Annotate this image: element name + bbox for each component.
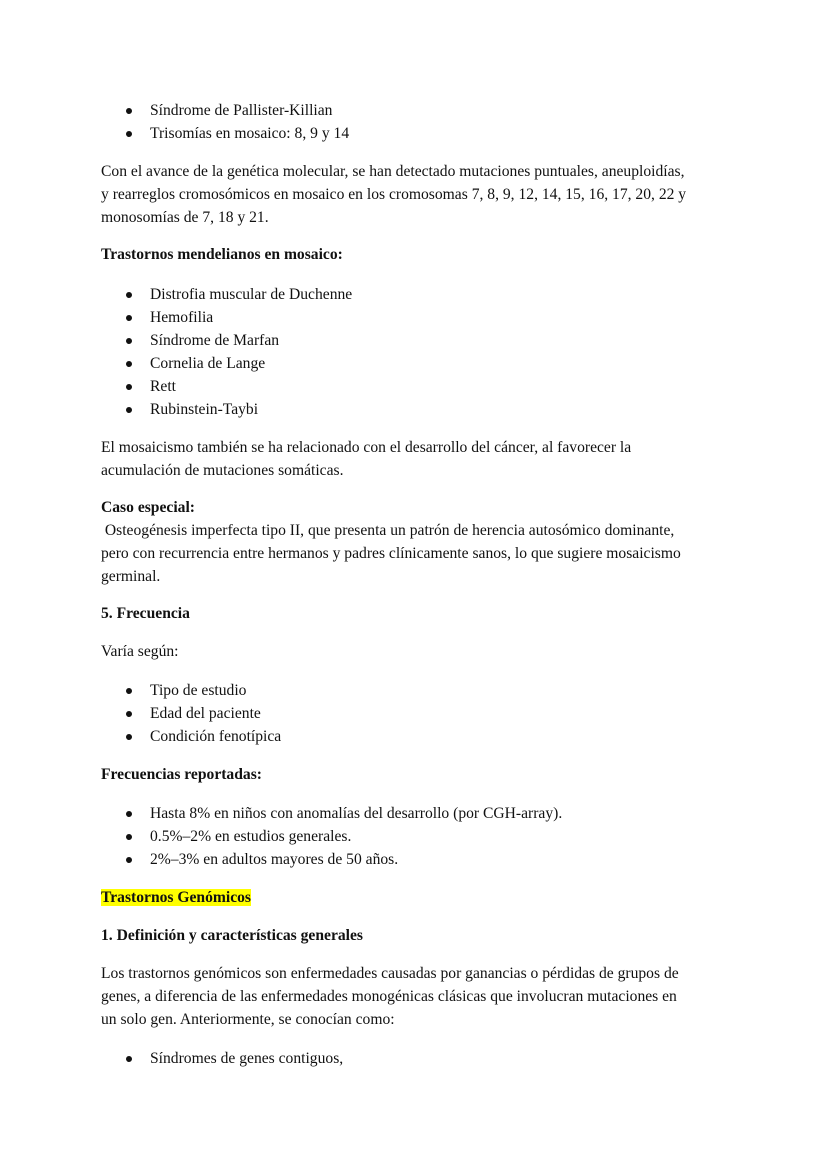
list-item: Tipo de estudio [101, 679, 741, 702]
list-item: Condición fenotípica [101, 725, 741, 748]
special-case-paragraph: Osteogénesis imperfecta tipo II, que presenta un patrón de herencia autosómico dominante, pero con recurrencia entre hermanos y padres clínicamente sanos, lo que sugiere mosaicismo germinal. [101, 522, 681, 585]
document-page [101, 99, 741, 1070]
bullet-icon [126, 688, 132, 694]
list-item: Rubinstein-Taybi [101, 398, 741, 421]
bullet-icon [126, 131, 132, 137]
list-item: Hasta 8% en niños con anomalías del desarrollo (por CGH-array). [101, 802, 741, 825]
bullet-icon [126, 857, 132, 863]
bullet-icon [126, 834, 132, 840]
bullet-icon [126, 811, 132, 817]
bullet-icon [126, 711, 132, 717]
genomic-disorders-paragraph: Los trastornos genómicos son enfermedades causadas por ganancias o pérdidas de grupos de genes, a diferencia de las enfermedades monogénicas clásicas que involucran mutaciones en un solo gen. Anteriormente, se conocían como: [101, 965, 679, 1028]
varies-list [101, 679, 741, 748]
list-item: Edad del paciente [101, 702, 741, 725]
frequencies-list [101, 802, 741, 871]
reported-frequencies-heading: Frecuencias reportadas: [101, 766, 262, 783]
list-item: Cornelia de Lange [101, 352, 741, 375]
mosaic-syndromes-list [101, 99, 741, 145]
molecular-genetics-paragraph: Con el avance de la genética molecular, se han detectado mutaciones puntuales, aneuploidías, y rearreglos cromosómicos en mosaico en los cromosomas 7, 8, 9, 12, 14, 15, 16, 17, 20, 22 y monosomías de 7, 18 y 21. [101, 163, 687, 226]
bullet-icon [126, 108, 132, 114]
list-item: 2%–3% en adultos mayores de 50 años. [101, 848, 741, 871]
bullet-icon [126, 734, 132, 740]
cancer-paragraph: El mosaicismo también se ha relacionado con el desarrollo del cáncer, al favorecer la acumulación de mutaciones somáticas. [101, 439, 632, 479]
bullet-icon [126, 292, 132, 298]
bullet-icon [126, 315, 132, 321]
mendelian-heading: Trastornos mendelianos en mosaico: [101, 246, 343, 263]
list-item: Rett [101, 375, 741, 398]
list-item: Síndromes de genes contiguos, [101, 1047, 741, 1070]
bullet-icon [126, 361, 132, 367]
list-item: Síndrome de Pallister-Killian [101, 99, 741, 122]
list-item: 0.5%–2% en estudios generales. [101, 825, 741, 848]
highlighted-title: Trastornos Genómicos [101, 889, 252, 906]
bullet-icon [126, 1056, 132, 1062]
bullet-icon [126, 407, 132, 413]
list-item: Hemofilia [101, 306, 741, 329]
genomic-disorders-heading [101, 886, 741, 909]
list-item: Trisomías en mosaico: 8, 9 y 14 [101, 122, 741, 145]
definition-heading: 1. Definición y características generales [101, 927, 363, 944]
bullet-icon [126, 384, 132, 390]
varies-by-text: Varía según: [101, 643, 179, 660]
special-case-heading: Caso especial: [101, 499, 195, 516]
bullet-icon [126, 338, 132, 344]
frequency-heading: 5. Frecuencia [101, 605, 190, 622]
list-item: Distrofia muscular de Duchenne [101, 283, 741, 306]
formerly-known-list [101, 1047, 741, 1070]
mendelian-list [101, 283, 741, 421]
list-item: Síndrome de Marfan [101, 329, 741, 352]
